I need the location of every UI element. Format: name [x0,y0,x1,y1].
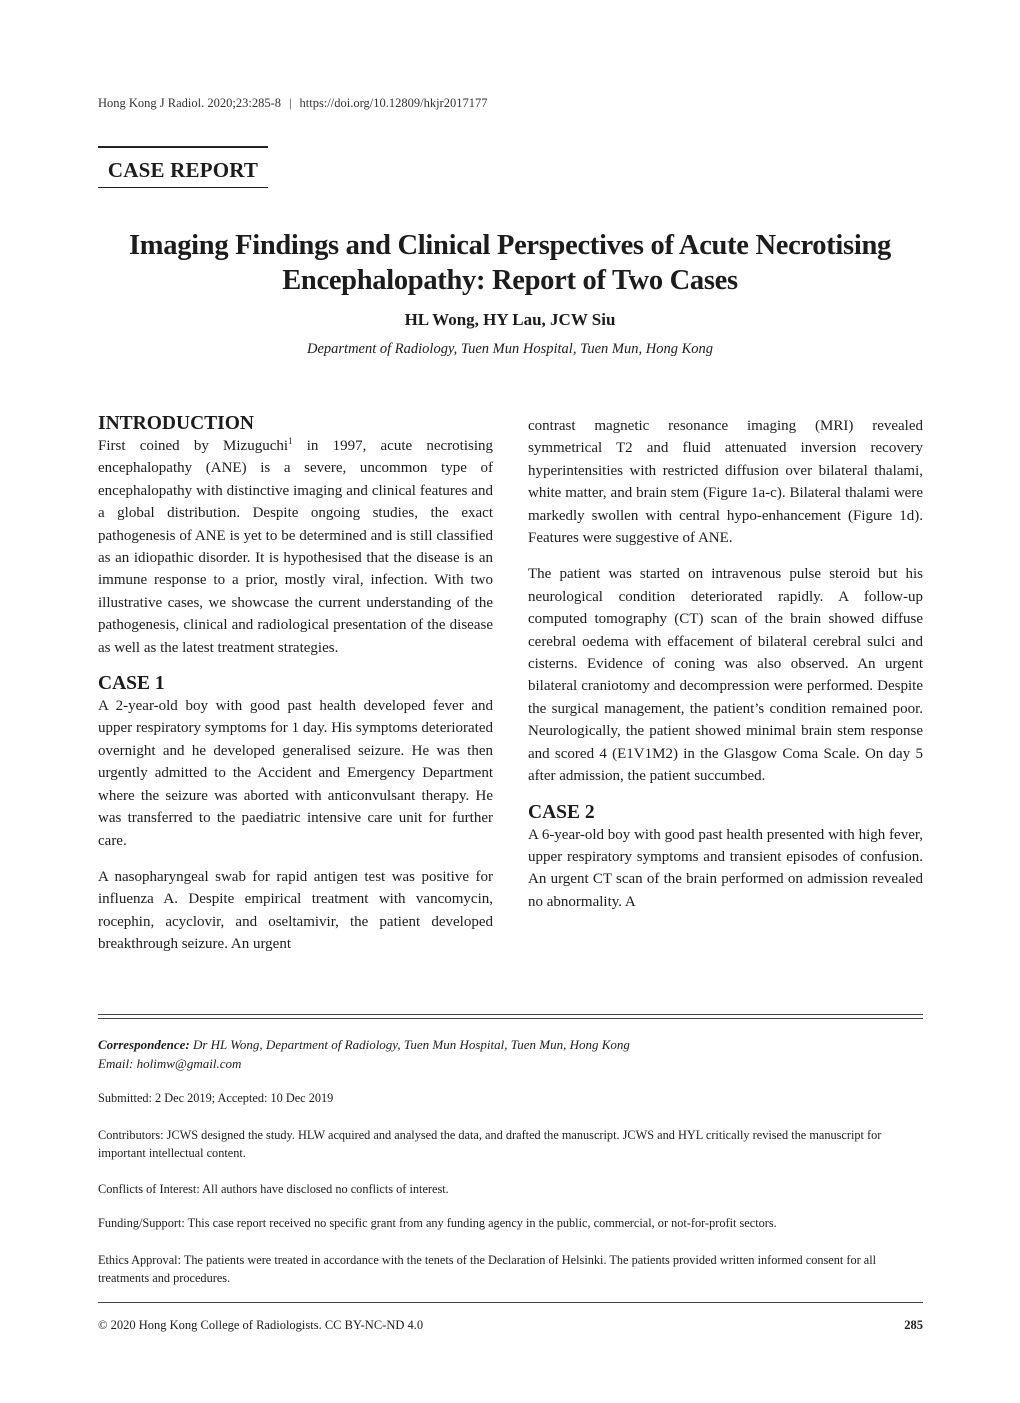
conflicts-note: Conflicts of Interest: All authors have disclosed no conflicts of interest. [98,1182,449,1196]
citation-superscript[interactable]: 1 [288,436,293,446]
case1-paragraph-4: The patient was started on intravenous pulse steroid but his neurological condition deteriorated rapidly. A follow-up computed tomography (CT) scan of the brain showed diffuse cerebral oedema with effacement of bilateral cerebral sulci and cisterns. Evidence of coning was also observed. An urgent bilateral craniotomy and decompression were performed. Despite the surgical management, the patient’s condition remained poor. Neurologically, the patient showed minimal brain stem response and scored 4 (E1V1M2) in the Glasgow Coma Scale. On day 5 after admission, the patient succumbed. [528,566,923,785]
article-title [60,228,960,298]
journal-reference [98,96,487,111]
author-list: HL Wong, HY Lau, JCW Siu [404,310,616,329]
bottom-rule [98,1302,923,1303]
article-title-line-1: Imaging Findings and Clinical Perspectives of Acute Necrotising [129,230,891,261]
case2-heading: CASE 2 [528,801,595,823]
introduction-text-start: First coined by Mizuguchi [98,438,289,454]
section-tag [98,146,268,188]
case1-paragraph-1: A 2-year-old boy with good past health developed fever and upper respiratory symptoms for 1 day. His symptoms deteriorated overnight and he developed generalised seizure. He was then urgently admitted to the Accident and Emergency Department where the seizure was aborted with anticonvulsant therapy. He was transferred to the paediatric intensive care unit for further care. [98,698,493,849]
introduction-paragraph [98,435,493,659]
case2-paragraph-1: A 6-year-old boy with good past health presented with high fever, upper respiratory symptoms and transient episodes of confusion. An urgent CT scan of the brain performed on admission revealed no abnormality. A [528,826,923,910]
page-number: 285 [904,1318,923,1332]
introduction-text-rest: in 1997, acute necrotising encephalopathy (ANE) is a severe, uncommon type of encephalopathy with distinctive imaging and clinical features and a global distribution. Despite ongoing studies, the exact pathogenesis of ANE is yet to be determined and is still classified as an idiopathic disorder. It is hypothesised that the disease is an immune response to a prior, mostly viral, infection. With two illustrative cases, we showcase the current understanding of the pathogenesis, clinical and radiological presentation of the disease as well as the latest treatment strategies. [98,438,493,656]
doi-link[interactable]: https://doi.org/10.12809/hkjr2017177 [299,96,488,110]
header-separator: | [288,96,292,110]
correspondence-text: Dr HL Wong, Department of Radiology, Tuen Mun Hospital, Tuen Mun, Hong Kong [189,1037,630,1052]
affiliation: Department of Radiology, Tuen Mun Hospital, Tuen Mun, Hong Kong [307,341,713,357]
case1-paragraph-2: A nasopharyngeal swab for rapid antigen test was positive for influenza A. Despite empirical treatment with vancomycin, rocephin, acyclovir, and oseltamivir, the patient developed breakthrough seizure. An urgent [98,868,493,953]
section-tag-rule [98,187,268,188]
introduction-heading: INTRODUCTION [98,413,255,434]
copyright-line: © 2020 Hong Kong College of Radiologists. CC BY-NC-ND 4.0 [98,1318,424,1332]
case1-heading: CASE 1 [98,673,165,695]
footer-rule-top [98,1014,923,1015]
ethics-note: Ethics Approval: The patients were treated in accordance with the tenets of the Declaration of Helsinki. The patients provided written informed consent for all treatments and procedures. [98,1253,877,1285]
correspondence-email[interactable]: Email: holimw@gmail.com [98,1056,242,1071]
submission-dates: Submitted: 2 Dec 2019; Accepted: 10 Dec 2019 [98,1091,334,1105]
footer-rule-bottom [98,1018,923,1019]
section-tag-label: CASE REPORT [107,158,259,182]
correspondence-label: Correspondence: [98,1037,190,1052]
left-column [98,413,493,956]
correspondence-block [98,1035,923,1073]
right-column [528,415,923,913]
case1-paragraph-3: contrast magnetic resonance imaging (MRI) revealed symmetrical T2 and fluid attenuated inversion recovery hyperintensities with restricted diffusion over bilateral thalami, white matter, and brain stem (Figure 1a-c). Bilateral thalami were markedly swollen with central hypo-enhancement (Figure 1d). Features were suggestive of ANE. [528,418,923,547]
funding-note: Funding/Support: This case report received no specific grant from any funding agency in the public, commercial, or not-for-profit sectors. [98,1216,777,1230]
article-title-line-2: Encephalopathy: Report of Two Cases [282,265,738,296]
contributors-note: Contributors: JCWS designed the study. HLW acquired and analysed the data, and drafted the manuscript. JCWS and HYL critically revised the manuscript for important intellectual content. [98,1128,882,1160]
journal-citation: Hong Kong J Radiol. 2020;23:285-8 [98,96,281,110]
